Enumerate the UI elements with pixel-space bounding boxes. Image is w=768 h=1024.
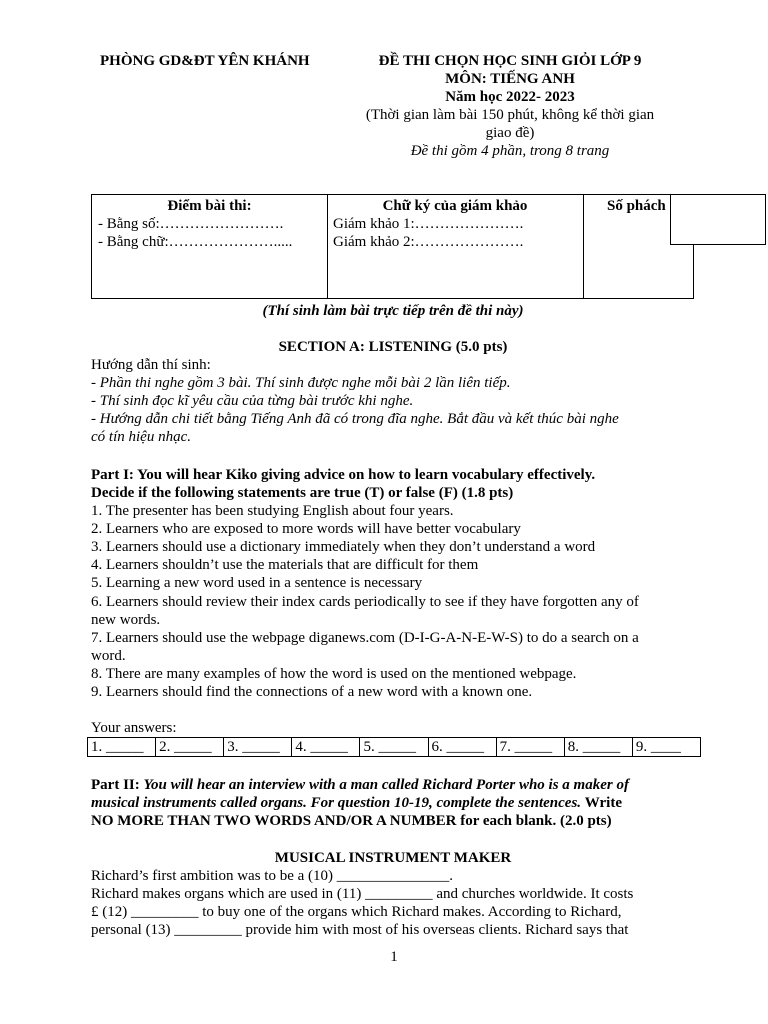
exam-title: ĐỀ THI CHỌN HỌC SINH GIỎI LỚP 9: [378, 53, 642, 69]
part2-heading-line2: [91, 794, 695, 812]
part1-heading-line1: Part I: You will hear Kiko giving advice on how to learn vocabulary effectively.: [91, 467, 596, 483]
answer-cell-8[interactable]: 8. _____: [565, 738, 633, 756]
part2-text-line2: Richard makes organs which are used in (11) _________ and churches worldwide. It costs: [91, 886, 634, 902]
statement-7-line2: word.: [91, 648, 126, 664]
code-box: [670, 194, 766, 245]
answer-cell-2[interactable]: 2. _____: [156, 738, 224, 756]
statement-7-line1: 7. Learners should use the webpage diganews.com (D-I-G-A-N-E-W-S) to do a search on a: [91, 630, 639, 646]
examiner-1-line: Giám khảo 1:………………….: [333, 216, 524, 232]
guide-item-1: - Phần thi nghe gồm 3 bài. Thí sinh được nghe mỗi bài 2 lần liên tiếp.: [91, 375, 511, 391]
part2-instruction-1: You will hear an interview with a man called Richard Porter who is a maker of: [143, 777, 629, 793]
part2-instruction-write: Write: [584, 795, 622, 811]
guide-item-3a: - Hướng dẫn chi tiết bằng Tiếng Anh đã có trong đĩa nghe. Bắt đầu và kết thúc bài nghe: [91, 411, 619, 427]
answer-cell-7[interactable]: 7. _____: [497, 738, 565, 756]
part2-instruction-2: musical instruments called organs. For question 10-19, complete the sentences.: [91, 795, 582, 811]
statement-5: 5. Learning a new word used in a sentence is necessary: [91, 575, 423, 591]
statement-3: 3. Learners should use a dictionary immediately when they don’t understand a word: [91, 539, 596, 555]
department-name: PHÒNG GD&ĐT YÊN KHÁNH: [100, 53, 310, 69]
statement-2: 2. Learners who are exposed to more words will have better vocabulary: [91, 521, 521, 537]
part1-heading-line2: Decide if the following statements are true (T) or false (F) (1.8 pts): [91, 485, 514, 501]
answer-cell-6[interactable]: 6. _____: [429, 738, 497, 756]
part2-heading-line1: [91, 776, 695, 794]
part2-title: MUSICAL INSTRUMENT MAKER: [274, 850, 512, 866]
guide-item-3b: có tín hiệu nhạc.: [91, 429, 191, 445]
examiner-column: [327, 195, 584, 298]
part2-text-line3: £ (12) _________ to buy one of the organs which Richard makes. According to Richard,: [91, 904, 622, 920]
examiner-2-line: Giám khảo 2:………………….: [333, 234, 524, 250]
direct-note: (Thí sinh làm bài trực tiếp trên đề thi này): [262, 303, 524, 319]
answer-cell-5[interactable]: 5. _____: [360, 738, 428, 756]
statement-6-line1: 6. Learners should review their index cards periodically to see if they have forgotten any of: [91, 594, 639, 610]
guide-item-2: - Thí sinh đọc kĩ yêu cầu của từng bài trước khi nghe.: [91, 393, 414, 409]
exam-time-line2: giao đề): [485, 125, 535, 141]
part2-label: Part II:: [91, 777, 140, 793]
page-number: 1: [390, 949, 398, 965]
statement-4: 4. Learners shouldn’t use the materials that are difficult for them: [91, 557, 479, 573]
examiner-header: Chữ ký của giám khảo: [382, 198, 528, 214]
answers-label: Your answers:: [91, 720, 177, 736]
answer-cell-3[interactable]: 3. _____: [224, 738, 292, 756]
part2-heading-line3: NO MORE THAN TWO WORDS AND/OR A NUMBER for each blank. (2.0 pts): [91, 813, 612, 829]
exam-pages-note: Đề thi gồm 4 phần, trong 8 trang: [410, 143, 610, 159]
statement-8: 8. There are many examples of how the word is used on the mentioned webpage.: [91, 666, 577, 682]
score-header: Điểm bài thi:: [167, 198, 252, 214]
guide-label: Hướng dẫn thí sinh:: [91, 357, 211, 373]
score-words-line: - Bằng chữ:………………….....: [98, 234, 293, 250]
statement-6-line2: new words.: [91, 612, 161, 628]
score-table: [91, 194, 694, 299]
section-a-title: SECTION A: LISTENING (5.0 pts): [278, 339, 508, 355]
part2-text-line1: Richard’s first ambition was to be a (10) _______________.: [91, 868, 454, 884]
exam-subject: MÔN: TIẾNG ANH: [445, 71, 575, 87]
part2-text-line4: personal (13) _________ provide him with most of his overseas clients. Richard says that: [91, 922, 629, 938]
statement-9: 9. Learners should find the connections of a new word with a known one.: [91, 684, 533, 700]
exam-header: [340, 52, 680, 160]
code-header: Số phách: [607, 198, 666, 214]
statement-1: 1. The presenter has been studying English about four years.: [91, 503, 454, 519]
score-column: [92, 195, 328, 298]
exam-time-line1: (Thời gian làm bài 150 phút, không kể thời gian: [365, 107, 655, 123]
answer-cell-9[interactable]: 9. ____: [635, 739, 681, 755]
answer-cell-1[interactable]: 1. _____: [88, 738, 156, 756]
answer-table: [87, 737, 701, 757]
score-number-line: - Bằng số:…………………….: [98, 216, 284, 232]
answer-cell-4[interactable]: 4. _____: [292, 738, 360, 756]
exam-year: Năm học 2022- 2023: [445, 89, 575, 105]
